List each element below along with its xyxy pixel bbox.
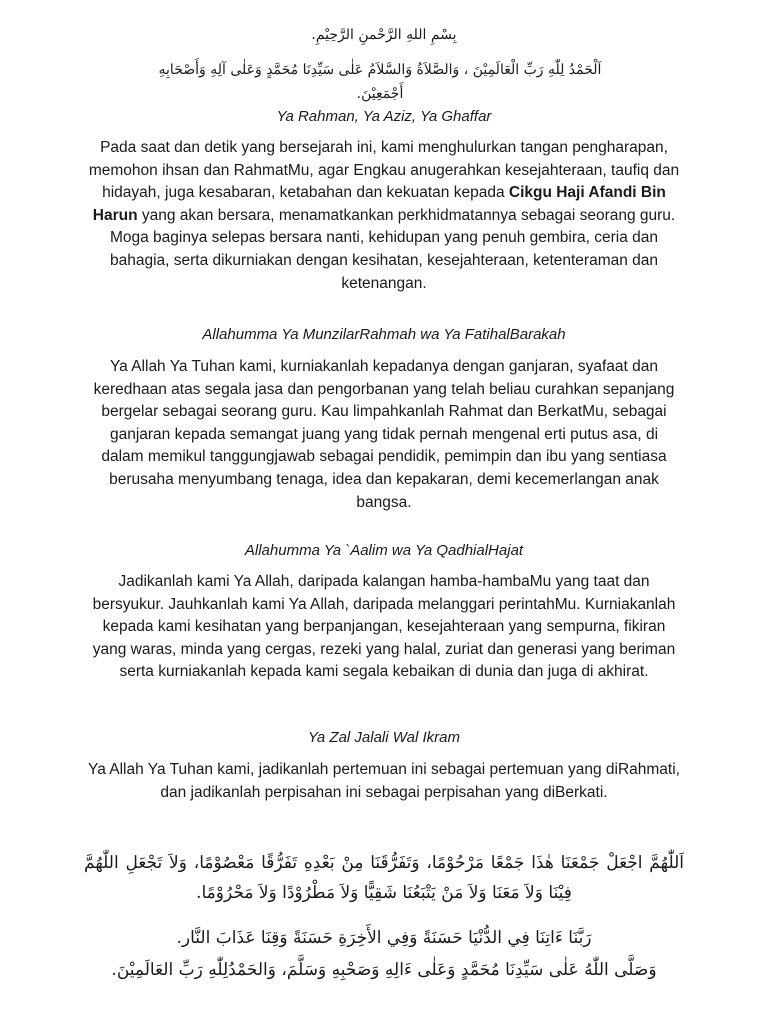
closing-dua-1: اَللّٰهُمَّ اجْعَلْ جَمْعَنَا هٰذَا جَمْعًا مَرْحُوْمًا، وَتَفَرُّقَنَا مِنْ بَعْدِهِ تَفَرُّقًا مَعْصُوْمًا، وَلاَ تَجْعَلِ اللّٰهُمَّ فِيْنَا وَلاَ مَعَنَا وَلاَ مَنْ يَتْبَعُنَا شَقِيًّا وَلاَ مَطْرُوْدًا وَلاَ مَحْرُوْمًا.	[84, 853, 684, 903]
section-body-3: Jadikanlah kami Ya Allah, daripada kalangan hamba-hambaMu yang taat dan bersyukur. Jauhkanlah kami Ya Allah, daripada melanggari perintahMu. Kurniakanlah kepada kami kesihatan yang berpanjangan, kesejahteraan yang sempurna, fikiran yang waras, minda yang cergas, rezeki yang halal, zuriat dan generasi yang beriman serta kurniakanlah kepada kami segala kebaikan di dunia dan juga di akhirat.	[92, 573, 676, 681]
retiree-name: Cikgu Haji Afandi Bin Harun	[92, 184, 666, 224]
section-body-1	[88, 137, 680, 295]
section-heading-4: Ya Zal Jalali Wal Ikram	[308, 729, 460, 746]
section-heading-1: Ya Rahman, Ya Aziz, Ya Ghaffar	[276, 108, 492, 125]
closing-dua-2: رَبَّنَا ءَاتِنَا فِي الدُّنْيَا حَسَنَةً وَفِي الأَخِرَةِ حَسَنَةً وَقِنَا عَذَابَ النَّار.	[176, 928, 592, 948]
section-body-2: Ya Allah Ya Tuhan kami, kurniakanlah kepadanya dengan ganjaran, syafaat dan keredhaan atas segala jasa dan pengorbanan yang telah beliau curahkan sepanjang bergelar sebagai seorang guru. Kau limpahkanlah Rahmat dan BerkatMu, sebagai ganjaran kepada semangat juang yang tidak pernah mengenal erti putus asa, di dalam memikul tanggungjawab sebagai pendidik, pemimpin dan ibu yang sentiasa berusaha menyumbang tenaga, idea dan kepakaran, demi kecemerlangan anak bangsa.	[93, 358, 675, 511]
section-heading-2: Allahumma Ya MunzilarRahmah wa Ya FatihalBarakah	[202, 326, 566, 343]
section-body-1-text-end: yang akan bersara, menamatkankan perkhidmatannya sebagai seorang guru. Moga baginya selepas bersara nanti, kehidupan yang penuh gembira, ceria dan bahagia, serta dikurniakan dengan kesihatan, kesejahteraan, ketenteraman dan ketenangan.	[109, 206, 676, 292]
section-body-4: Ya Allah Ya Tuhan kami, jadikanlah pertemuan ini sebagai pertemuan yang diRahmati, dan jadikanlah perpisahan ini sebagai perpisahan yang diBerkati.	[88, 761, 680, 801]
section-heading-3: Allahumma Ya `Aalim wa Ya QadhialHajat	[244, 542, 524, 559]
section-body-1-text-start: Pada saat dan detik yang bersejarah ini, kami menghulurkan tangan pengharapan, memohon ihsan dan RahmatMu, agar Engkau anugerahkan kesejahteraan, taufiq dan hidayah, juga kesabaran, ketabahan dan kekuatan kepada	[88, 139, 680, 202]
closing-dua-3: وَصَلَّى اللّٰهُ عَلٰى سَيِّدِنَا مُحَمَّدٍ وَعَلٰى ءَالِهِ وَصَحْبِهِ وَسَلَّمَ، وَالحَمْدُلِلّٰهِ رَبِّ العَالَمِيْنَ.	[111, 960, 657, 980]
hamdalah-line: اَلْحَمْدُ لِلّٰهِ رَبِّ الْعَالَمِيْنَ ، وَالصَّلاَةُ وَالسَّلاَمُ عَلٰى سَيِّدِنَا مُحَمَّدٍ وَعَلٰى آلِهِ وَأَصْحَابِهِ أَجْمَعِيْنَ.	[158, 62, 602, 102]
basmalah-line: بِسْمِ اللهِ الرَّحْمنِ الرَّحِيْمِ.	[311, 27, 457, 43]
